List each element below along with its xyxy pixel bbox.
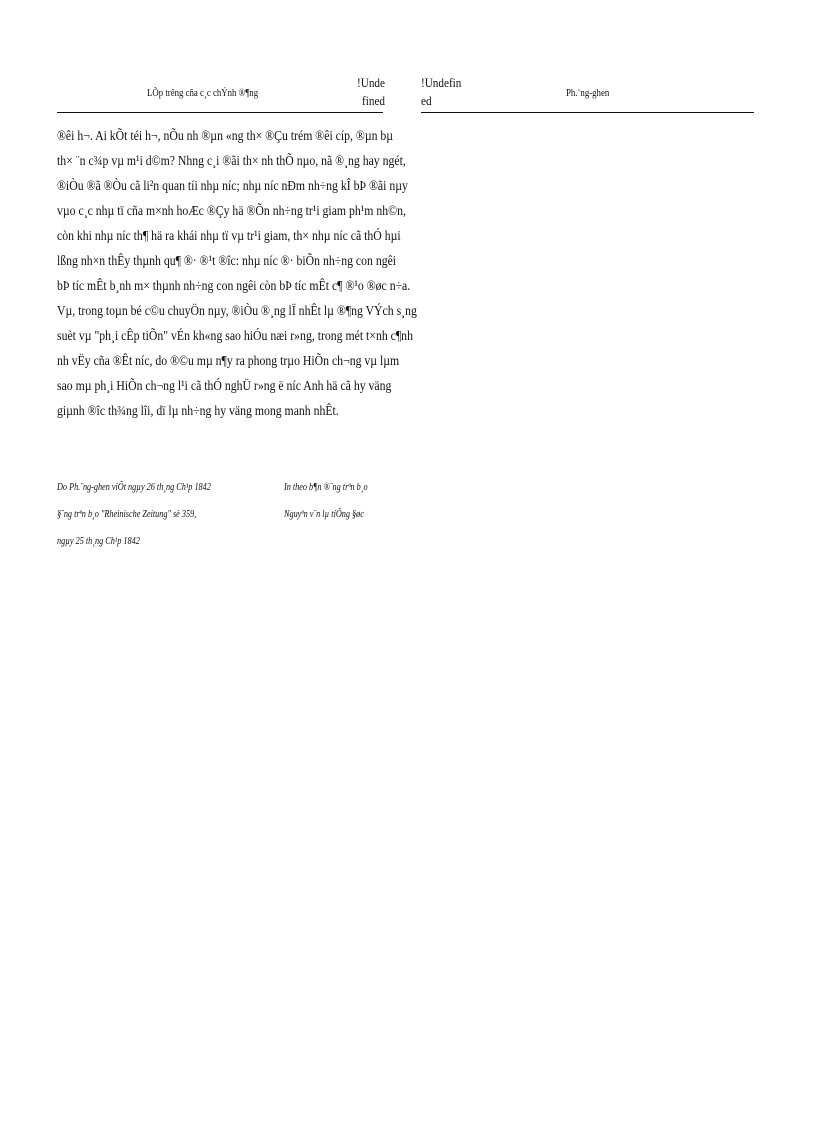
source-note-line: ngµy 25 th¸ng Ch¹p 1842 <box>57 536 140 547</box>
page-number-placeholder-right: !Undefined <box>421 75 462 108</box>
source-note-left <box>57 474 297 555</box>
body-line: giµnh ®îc th¾ng lîi, dï lµ nh÷ng hy väng mong manh nhÊt. <box>57 404 339 419</box>
source-note-line: In theo b¶n ®¨ng trªn b¸o <box>284 482 368 493</box>
body-line: còn khi nhµ níc th¶ hä ra khái nhµ tï vµ tr¹i giam, th× nhµ níc cã thÓ hµi <box>57 229 401 244</box>
source-note-line: Nguyªn v¨n lµ tiÕng §øc <box>284 509 364 520</box>
running-header-left <box>57 70 383 113</box>
source-note-line: §¨ng trªn b¸o "Rheinische Zeitung" sè 359, <box>57 509 197 520</box>
page-number-placeholder-left: !Undefined <box>357 75 385 108</box>
source-note-right <box>284 474 414 528</box>
running-header-right <box>421 70 754 113</box>
body-line: bÞ tíc mÊt b¸nh m× thµnh nh÷ng con ngêi còn bÞ tíc mÊt c¶ ®¹o ®øc n÷a. <box>57 279 411 294</box>
body-line: Vµ, trong toµn bé c©u chuyÖn nµy, ®iÒu ®¸ng lÏ nhÊt lµ ®¶ng VÝch s¸ng <box>57 304 417 319</box>
body-line: nh vËy cña ®Êt níc, do ®©u mµ n¶y ra phong trµo HiÕn ch¬ng vµ lµm <box>57 354 400 369</box>
body-line: ®êi h¬. Ai kÕt téi h¬, nÕu nh ®µn «ng th× ®Çu trém ®êi cíp, ®µn bµ <box>57 129 394 144</box>
body-line: sao mµ ph¸i HiÕn ch¬ng l¹i cã thÓ nghÜ r»ng ë níc Anh hä cã hy väng <box>57 379 392 394</box>
body-line: suèt vµ "ph¸i cÊp tiÕn" vÉn kh«ng sao hiÓu næi r»ng, trong mét t×nh c¶nh <box>57 329 413 344</box>
body-line: lßng nh×n thÊy thµnh qu¶ ®· ®¹t ®îc: nhµ níc ®· biÕn nh÷ng con ngêi <box>57 254 397 269</box>
body-line: ®iÒu ®ã ®Òu cã li²n quan tíi nhµ níc; nhµ níc nÐm nh÷ng kÎ bÞ ®ãi nµy <box>57 179 408 194</box>
running-author: Ph.¨ng-ghen <box>566 88 610 99</box>
body-line: vµo c¸c nhµ tï cña m×nh hoÆc ®Çy hä ®Õn nh÷ng tr¹i giam ph¹m nh©n, <box>57 204 406 219</box>
running-title: LÕp trêng cña c¸c chÝnh ®¶ng <box>147 88 259 99</box>
source-note-line: Do Ph.¨ng-ghen viÕt ngµy 26 th¸ng Ch¹p 1842 <box>57 482 211 493</box>
body-line: th× ¨n c¾p vµ m¹i d©m? Nhng c¸i ®ãi th× nh thÕ nµo, nã ®¸ng hay ngét, <box>57 154 406 169</box>
body-text <box>57 124 417 424</box>
